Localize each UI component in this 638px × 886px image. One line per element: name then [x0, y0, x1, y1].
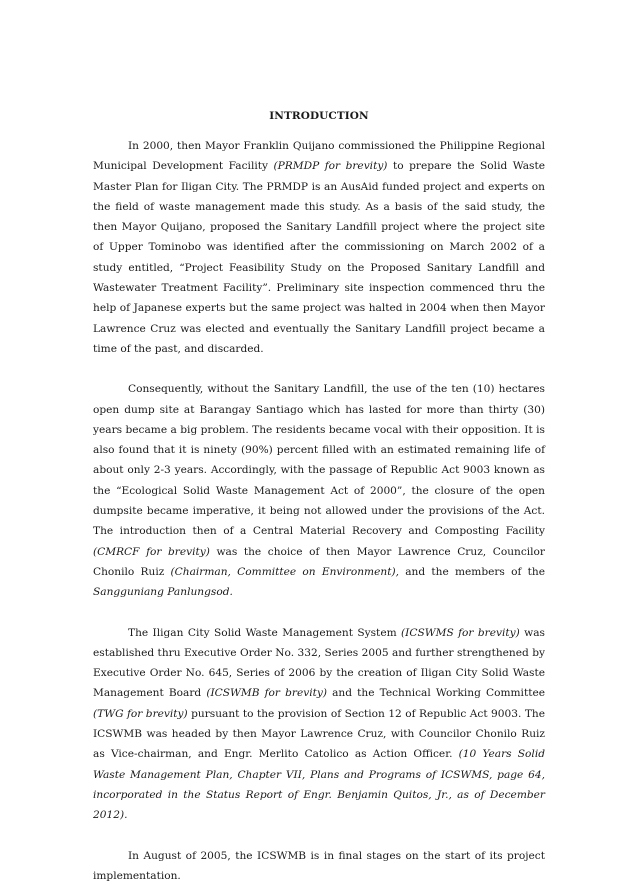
italic-run: (TWG for brevity)	[93, 708, 188, 720]
text-run: The Iligan City Solid Waste Management System	[128, 627, 401, 639]
text-run: In 2000, then Mayor Franklin Quijano commissioned the Philippine Regional Municipal Development Facility	[93, 140, 545, 172]
italic-run: Sangguniang Panlungsod.	[93, 586, 233, 598]
italic-run: (PRMDP for brevity)	[273, 160, 387, 172]
text-run: and the Technical Working Committee	[327, 687, 545, 699]
text-run: pursuant to the provision of Section 12 of Republic Act 9003. The ICSWMB was headed by then Mayor Lawrence Cruz, with Councilor Chonilo Ruiz as Vice-chairman, and Engr. Merlito Catolico as Action Officer.	[93, 708, 545, 761]
italic-run: (CMRCF for brevity)	[93, 546, 210, 558]
text-run: to prepare the Solid Waste Master Plan for Iligan City. The PRMDP is an AusAid funded project and experts on the field of waste management made this study. As a basis of the said study, the then Mayor Quijano, proposed the Sanitary Landfill project where the project site of Upper Tominobo was identified after the commissioning on March 2002 of a study entitled, “Project Feasibility Study on the Proposed Sanitary Landfill and Wastewater Treatment Facility”. Preliminary site inspection commenced thru the help of Japanese experts but the same project was halted in 2004 when then Mayor Lawrence Cruz was elected and eventually the Sanitary Landfill project became a time of the past, and discarded.	[93, 160, 545, 355]
italic-run: (10 Years Solid Waste Management Plan, Chapter VII, Plans and Programs of ICSWMS, page 64, incorporated in the Status Report of Engr. Benjamin Quitos, Jr., as of December 2012).	[93, 748, 545, 821]
document-heading: INTRODUCTION	[93, 106, 545, 126]
italic-run: (Chairman, Committee on Environment),	[171, 566, 399, 578]
italic-run: (ICSWMB for brevity)	[206, 687, 327, 699]
text-run: was the choice of then Mayor Lawrence Cruz, Councilor Chonilo Ruiz	[93, 546, 545, 578]
italic-run: (ICSWMS for brevity)	[401, 627, 520, 639]
text-run: was established thru Executive Order No. 332, Series 2005 and further strengthened by Executive Order No. 645, Series of 2006 by the creation of Iligan City Solid Waste Management Board	[93, 627, 545, 700]
text-run: Consequently, without the Sanitary Landfill, the use of the ten (10) hectares open dump site at Barangay Santiago which has lasted for more than thirty (30) years became a big problem. The residents became vocal with their opposition. It is also found that it is ninety (90%) percent filled with an estimated remaining life of about only 2-3 years. Accordingly, with the passage of Republic Act 9003 known as the “Ecological Solid Waste Management Act of 2000”, the closure of the open dumpsite became imperative, it being not allowed under the provisions of the Act. The introduction then of a Central Material Recovery and Composting Facility	[93, 383, 545, 537]
paragraph-2	[93, 379, 545, 602]
paragraph-4: In August of 2005, the ICSWMB is in final stages on the start of its project implementation.	[93, 846, 545, 886]
paragraph-3	[93, 623, 545, 826]
text-run: and the members of the	[399, 566, 545, 578]
paragraph-1	[93, 136, 545, 359]
